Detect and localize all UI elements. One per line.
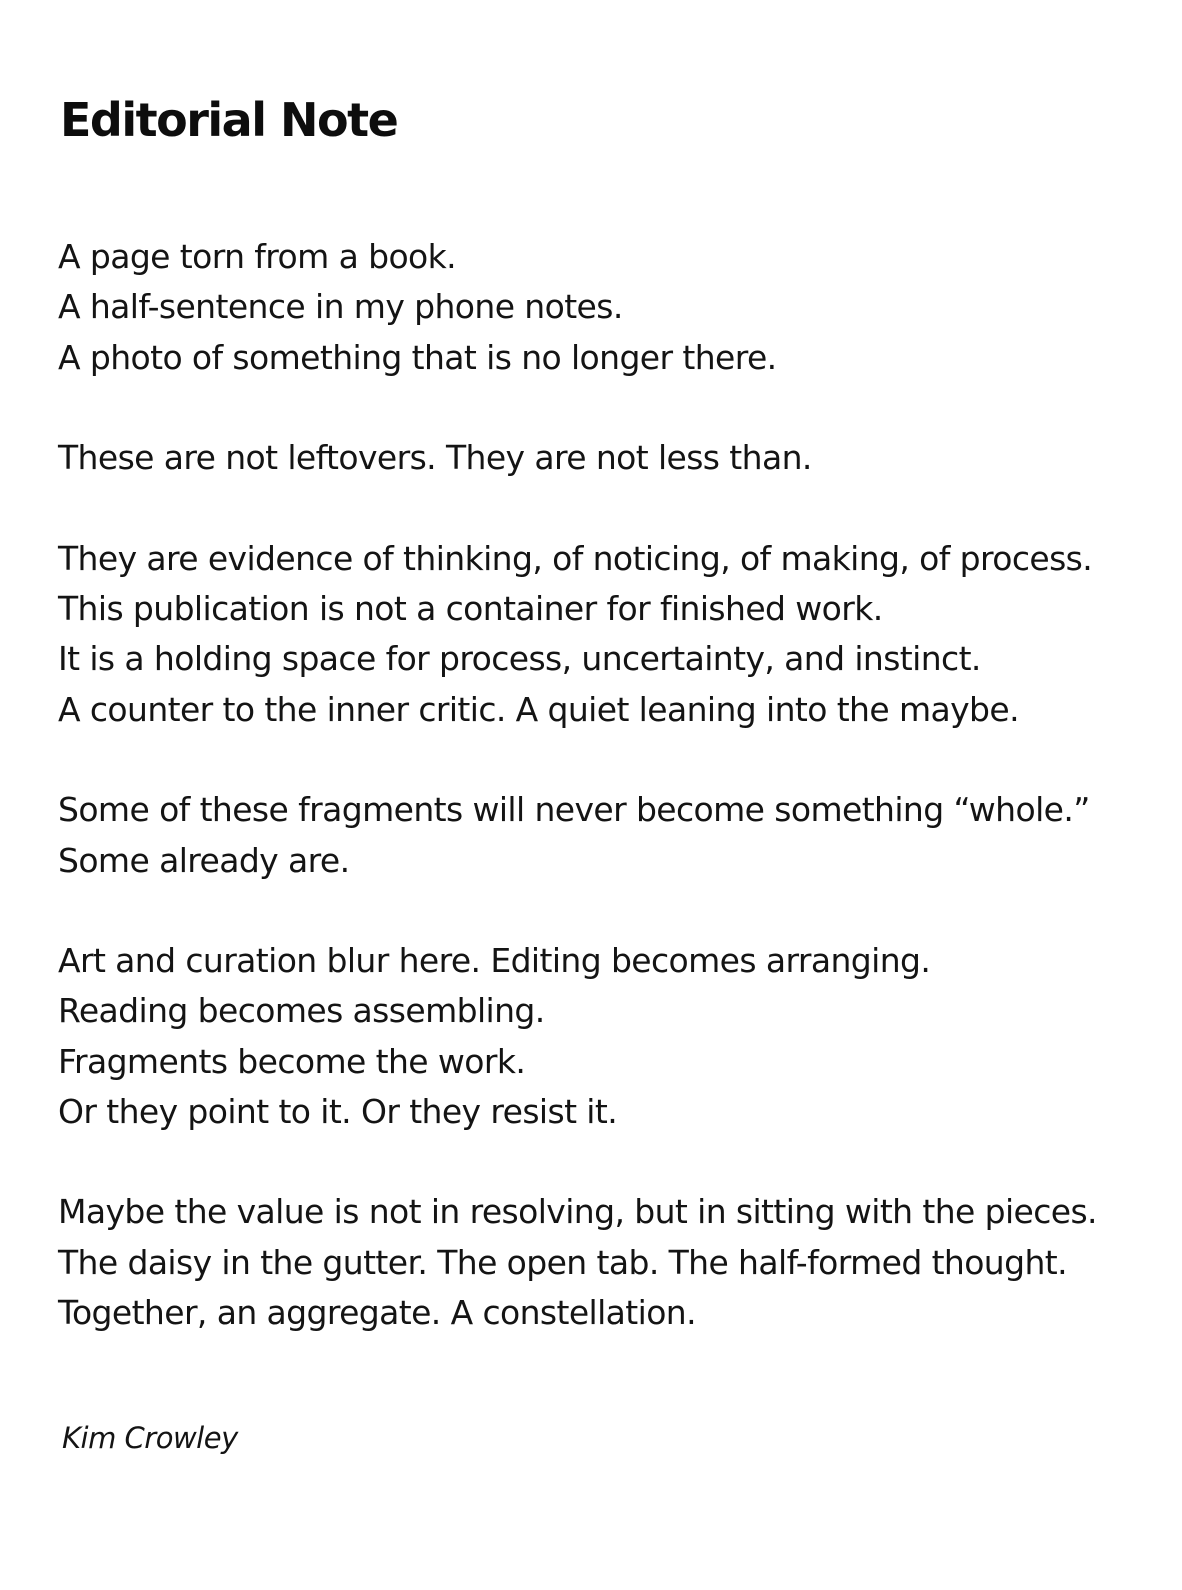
text-line: It is a holding space for process, uncertainty, and instinct. — [58, 639, 981, 679]
text-line: The daisy in the gutter. The open tab. The half-formed thought. — [58, 1242, 1068, 1282]
stanza-5 — [58, 936, 1158, 1138]
stanza-4 — [58, 785, 1158, 886]
text-line: A page torn from a book. — [58, 237, 457, 276]
text-line: Together, an aggregate. A constellation. — [58, 1293, 696, 1333]
text-line: These are not leftovers. They are not less than. — [58, 438, 812, 478]
editorial-body — [58, 232, 1158, 1389]
stanza-1 — [58, 232, 1158, 383]
text-line: They are evidence of thinking, of noticing, of making, of process. — [58, 538, 1093, 578]
text-line: A counter to the inner critic. A quiet leaning into the maybe. — [58, 689, 1020, 729]
text-line: Fragments become the work. — [58, 1041, 526, 1081]
text-line: Art and curation blur here. Editing becomes arranging. — [58, 940, 931, 980]
text-line: Or they point to it. Or they resist it. — [58, 1092, 618, 1132]
text-line: Maybe the value is not in resolving, but in sitting with the pieces. — [58, 1192, 1097, 1232]
page-title: Editorial Note — [60, 93, 398, 147]
text-line: Some of these fragments will never become something “whole.” — [58, 790, 1090, 830]
text-line: A half-sentence in my phone notes. — [58, 287, 623, 327]
stanza-3 — [58, 534, 1158, 736]
author-signature: Kim Crowley — [62, 1421, 238, 1455]
text-line: A photo of something that is no longer there. — [58, 337, 777, 377]
stanza-6 — [58, 1187, 1158, 1338]
stanza-2 — [58, 433, 1158, 483]
text-line: This publication is not a container for finished work. — [58, 588, 883, 628]
text-line: Reading becomes assembling. — [58, 991, 545, 1031]
text-line: Some already are. — [58, 840, 350, 880]
